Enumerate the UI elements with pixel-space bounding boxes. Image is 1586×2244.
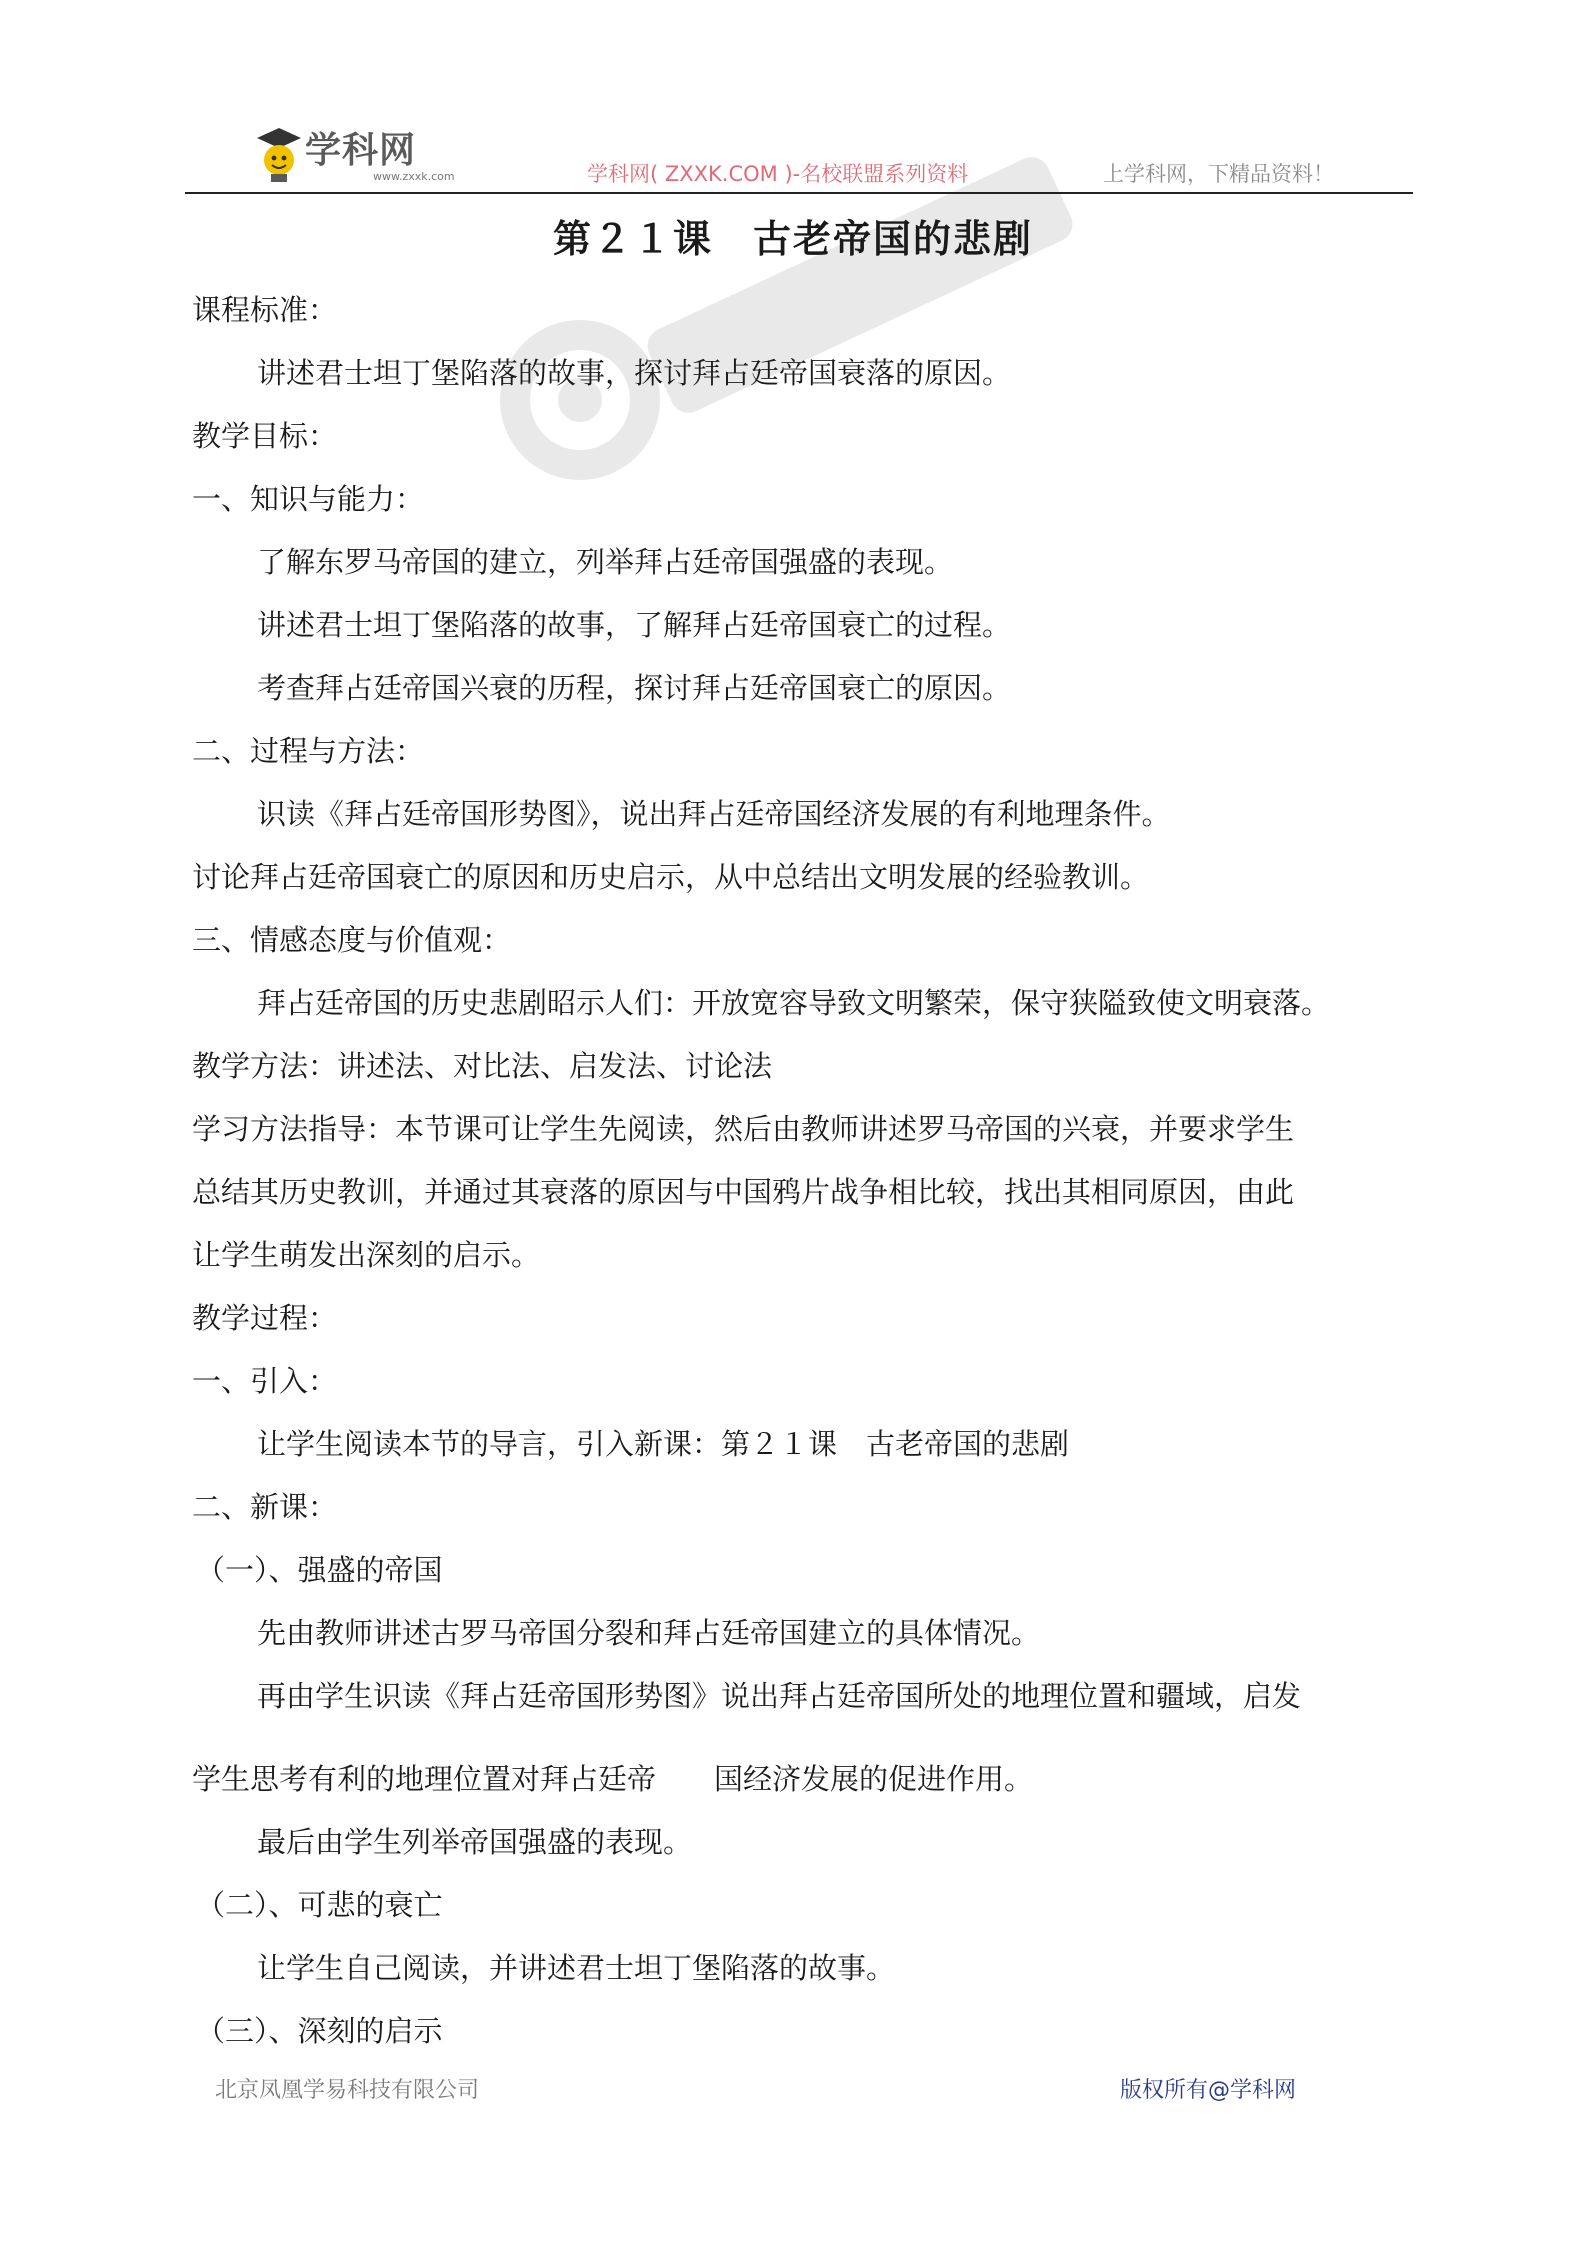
section-heading: 二、新课： bbox=[192, 1490, 338, 1524]
paragraph-line: 总结其历史教训，并通过其衰落的原因与中国鸦片战争相比较，找出其相同原因，由此 bbox=[192, 1175, 1295, 1209]
zxxk-logo bbox=[253, 118, 455, 190]
subsection-heading: （三）、深刻的启示 bbox=[196, 2014, 443, 2048]
section-heading: 教学过程： bbox=[192, 1301, 338, 1335]
paragraph-line: 讲述君士坦丁堡陷落的故事，探讨拜占廷帝国衰落的原因。 bbox=[257, 356, 1012, 390]
paragraph-line: 拜占廷帝国的历史悲剧昭示人们：开放宽容导致文明繁荣，保守狭隘致使文明衰落。 bbox=[257, 986, 1331, 1020]
logo-text: 学科网 bbox=[305, 130, 417, 171]
paragraph-line: 学习方法指导：本节课可让学生先阅读，然后由教师讲述罗马帝国的兴衰，并要求学生 bbox=[192, 1112, 1295, 1146]
paragraph-line: 让学生自己阅读，并讲述君士坦丁堡陷落的故事。 bbox=[257, 1951, 896, 1985]
subsection-heading: （一）、强盛的帝国 bbox=[196, 1553, 443, 1587]
paragraph-line: 了解东罗马帝国的建立，列举拜占廷帝国强盛的表现。 bbox=[257, 545, 954, 579]
section-heading: 三、情感态度与价值观： bbox=[192, 923, 512, 957]
logo-url: www.zxxk.com bbox=[373, 170, 455, 183]
page-title: 第２１课 古老帝国的悲剧 bbox=[552, 216, 1033, 261]
footer-company: 北京凤凰学易科技有限公司 bbox=[215, 2078, 480, 2103]
header-slogan: 上学科网，下精品资料！ bbox=[1103, 162, 1334, 186]
header-divider bbox=[185, 192, 1413, 194]
section-heading: 一、知识与能力： bbox=[192, 482, 425, 516]
paragraph-line: 讨论拜占廷帝国衰亡的原因和历史启示，从中总结出文明发展的经验教训。 bbox=[192, 860, 1150, 894]
paragraph-line: 让学生萌发出深刻的启示。 bbox=[192, 1238, 541, 1272]
paragraph-line: 让学生阅读本节的导言，引入新课：第２１课 古老帝国的悲剧 bbox=[257, 1427, 1070, 1461]
footer-copyright: 版权所有@学科网 bbox=[1120, 2078, 1297, 2103]
paragraph-line: 教学方法：讲述法、对比法、启发法、讨论法 bbox=[192, 1049, 773, 1083]
section-heading: 二、过程与方法： bbox=[192, 734, 425, 768]
header-series-text: 学科网( ZXXK.COM )-名校联盟系列资料 bbox=[587, 162, 969, 186]
paragraph-line: 再由学生识读《拜占廷帝国形势图》说出拜占廷帝国所处的地理位置和疆域，启发 bbox=[257, 1679, 1302, 1713]
paragraph-line: 识读《拜占廷帝国形势图》，说出拜占廷帝国经济发展的有利地理条件。 bbox=[257, 797, 1171, 831]
paragraph-line: 学生思考有利的地理位置对拜占廷帝 国经济发展的促进作用。 bbox=[192, 1762, 1034, 1796]
section-heading: 教学目标： bbox=[192, 419, 338, 453]
section-heading: 课程标准： bbox=[192, 293, 338, 327]
page-header bbox=[185, 110, 1413, 192]
paragraph-line: 最后由学生列举帝国强盛的表现。 bbox=[257, 1825, 693, 1859]
graduate-mascot-icon bbox=[253, 124, 303, 184]
paragraph-line: 考查拜占廷帝国兴衰的历程，探讨拜占廷帝国衰亡的原因。 bbox=[257, 671, 1012, 705]
paragraph-line: 先由教师讲述古罗马帝国分裂和拜占廷帝国建立的具体情况。 bbox=[257, 1616, 1041, 1650]
subsection-heading: （二）、可悲的衰亡 bbox=[196, 1888, 443, 1922]
paragraph-line: 讲述君士坦丁堡陷落的故事，了解拜占廷帝国衰亡的过程。 bbox=[257, 608, 1012, 642]
section-heading: 一、引入： bbox=[192, 1364, 338, 1398]
